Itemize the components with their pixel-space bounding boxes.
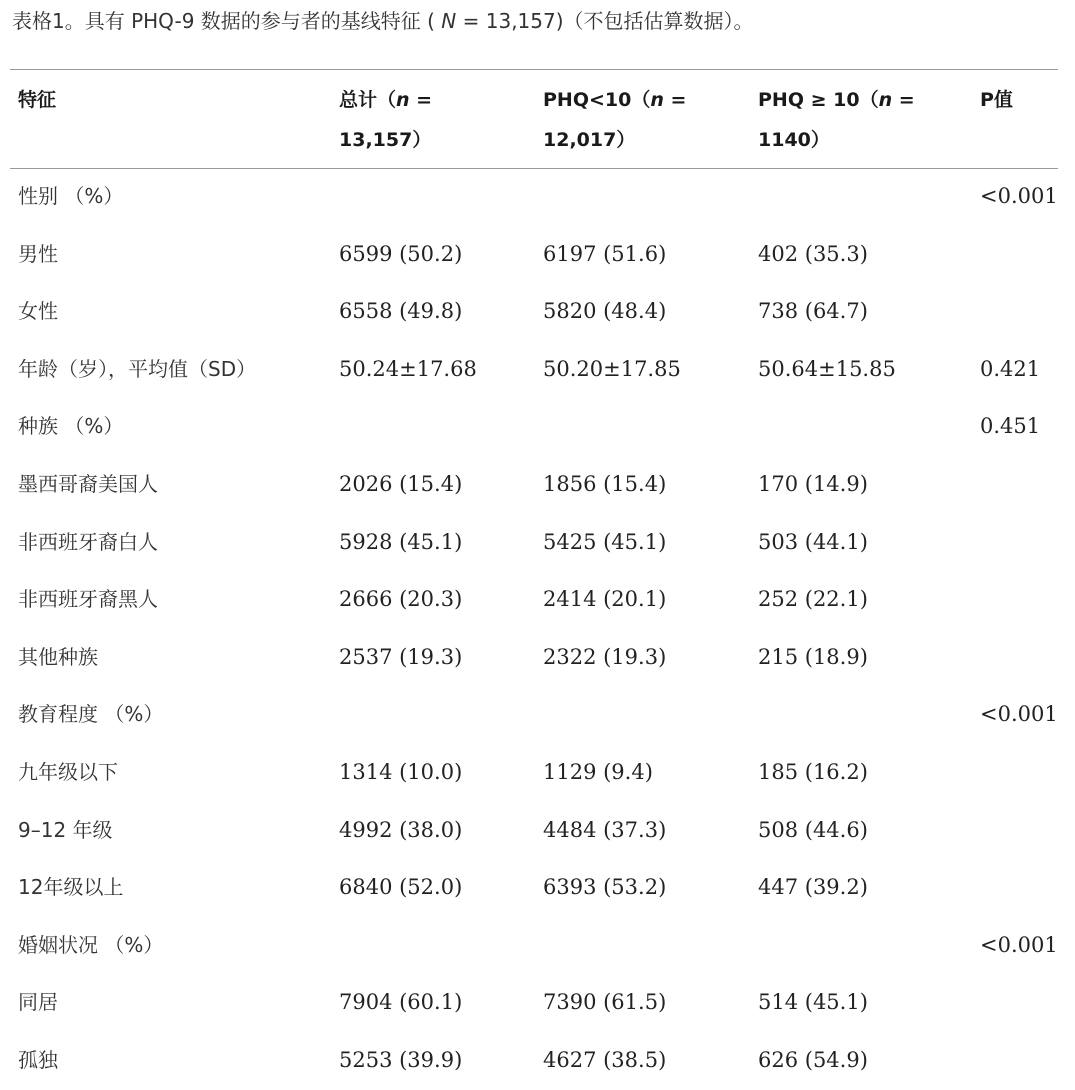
cell-pvalue: 0.451: [980, 414, 1041, 439]
cell-phq-lt10: 2414 (20.1): [543, 587, 667, 612]
header-total: [339, 80, 432, 160]
header-ge10-n: n: [878, 89, 893, 111]
cell-total: 5928 (45.1): [339, 529, 463, 554]
table-row: [0, 629, 1075, 687]
cell-total: 2026 (15.4): [339, 471, 463, 496]
row-label: 九年级以下: [18, 759, 118, 784]
header-pvalue: P值: [980, 89, 1013, 111]
cell-phq-ge10: 170 (14.9): [758, 471, 868, 496]
row-label: 性别 （%）: [18, 184, 124, 208]
cell-phq-ge10: 215 (18.9): [758, 644, 868, 669]
row-label: 墨西哥裔美国人: [18, 471, 158, 496]
row-label: 9–12 年级: [18, 817, 113, 842]
table-row: [0, 456, 1075, 514]
table-row: [0, 917, 1075, 975]
row-label: 同居: [18, 990, 58, 1015]
cell-phq-lt10: 50.20±17.85: [543, 356, 681, 381]
row-label: 婚姻状况 （%）: [18, 932, 164, 957]
cell-total: 6599 (50.2): [339, 241, 463, 266]
table-caption: [12, 6, 754, 36]
cell-phq-ge10: 447 (39.2): [758, 875, 868, 900]
cell-phq-ge10: 514 (45.1): [758, 990, 868, 1015]
cell-phq-lt10: 6393 (53.2): [543, 875, 667, 900]
cell-total: 2666 (20.3): [339, 587, 463, 612]
cell-phq-lt10: 1129 (9.4): [543, 759, 653, 784]
cell-phq-ge10: 252 (22.1): [758, 587, 868, 612]
header-lt10-prefix: PHQ<10（: [543, 89, 651, 111]
cell-phq-lt10: 4484 (37.3): [543, 817, 667, 842]
row-label: 种族 （%）: [18, 414, 124, 439]
cell-total: 4992 (38.0): [339, 817, 463, 842]
table-row: [0, 283, 1075, 341]
table-row: [0, 571, 1075, 629]
cell-phq-ge10: 503 (44.1): [758, 529, 868, 554]
row-label: 其他种族: [18, 644, 98, 669]
header-lt10-eq: =: [663, 89, 687, 111]
table-row: [0, 686, 1075, 744]
table-row: [0, 974, 1075, 1032]
cell-total: 50.24±17.68: [339, 356, 477, 381]
cell-pvalue: 0.421: [980, 356, 1041, 381]
header-total-count: 13,157）: [339, 129, 432, 151]
cell-total: 2537 (19.3): [339, 644, 463, 669]
cell-phq-lt10: 6197 (51.6): [543, 241, 667, 266]
header-total-prefix: 总计（: [339, 89, 397, 111]
cell-total: 6558 (49.8): [339, 299, 463, 324]
cell-total: 5253 (39.9): [339, 1047, 463, 1072]
header-feature: 特征: [18, 89, 57, 111]
header-phq-ge10: [758, 80, 915, 160]
table-top-rule: [10, 69, 1058, 70]
row-label: 年龄（岁），平均值（SD）: [18, 356, 257, 381]
cell-pvalue: <0.001: [980, 702, 1058, 727]
table-row: [0, 226, 1075, 284]
header-phq-lt10: [543, 80, 686, 160]
header-lt10-n: n: [650, 89, 664, 111]
table-body: [0, 168, 1075, 1090]
cell-phq-ge10: 508 (44.6): [758, 817, 868, 842]
row-label: 女性: [18, 299, 58, 324]
cell-phq-ge10: 626 (54.9): [758, 1047, 868, 1072]
cell-phq-ge10: 185 (16.2): [758, 759, 868, 784]
table-header-row: [0, 80, 1075, 160]
header-ge10-count: 1140）: [758, 129, 830, 151]
caption-n-symbol: N: [441, 9, 457, 33]
cell-phq-lt10: 2322 (19.3): [543, 644, 667, 669]
table-row: [0, 744, 1075, 802]
row-label: 孤独: [18, 1047, 58, 1072]
table-row: [0, 1032, 1075, 1090]
row-label: 非西班牙裔黑人: [18, 587, 158, 612]
row-label: 男性: [18, 241, 58, 266]
cell-pvalue: <0.001: [980, 184, 1058, 208]
table-row: [0, 802, 1075, 860]
cell-phq-lt10: 1856 (15.4): [543, 471, 667, 496]
row-label: 教育程度 （%）: [18, 702, 164, 727]
header-total-eq: =: [409, 89, 433, 111]
caption-suffix: = 13,157)（不包括估算数据）。: [456, 9, 754, 33]
table-row: [0, 859, 1075, 917]
cell-phq-ge10: 50.64±15.85: [758, 356, 896, 381]
table-row: [0, 341, 1075, 399]
cell-phq-lt10: 5820 (48.4): [543, 299, 667, 324]
row-label: 12年级以上: [18, 875, 124, 900]
caption-prefix: 表格1。具有 PHQ-9 数据的参与者的基线特征 (: [12, 9, 442, 33]
row-label: 非西班牙裔白人: [18, 529, 158, 554]
header-ge10-prefix: PHQ ≥ 10（: [758, 89, 879, 111]
cell-total: 6840 (52.0): [339, 875, 463, 900]
cell-pvalue: <0.001: [980, 932, 1058, 957]
table-row: [0, 514, 1075, 572]
cell-total: 7904 (60.1): [339, 990, 463, 1015]
cell-phq-lt10: 4627 (38.5): [543, 1047, 667, 1072]
table-row: [0, 398, 1075, 456]
cell-phq-ge10: 738 (64.7): [758, 299, 868, 324]
cell-phq-ge10: 402 (35.3): [758, 241, 868, 266]
table-row: [0, 168, 1075, 226]
header-lt10-count: 12,017）: [543, 129, 636, 151]
cell-phq-lt10: 5425 (45.1): [543, 529, 667, 554]
cell-total: 1314 (10.0): [339, 759, 463, 784]
cell-phq-lt10: 7390 (61.5): [543, 990, 667, 1015]
header-total-n: n: [396, 89, 410, 111]
header-ge10-eq: =: [892, 89, 915, 111]
